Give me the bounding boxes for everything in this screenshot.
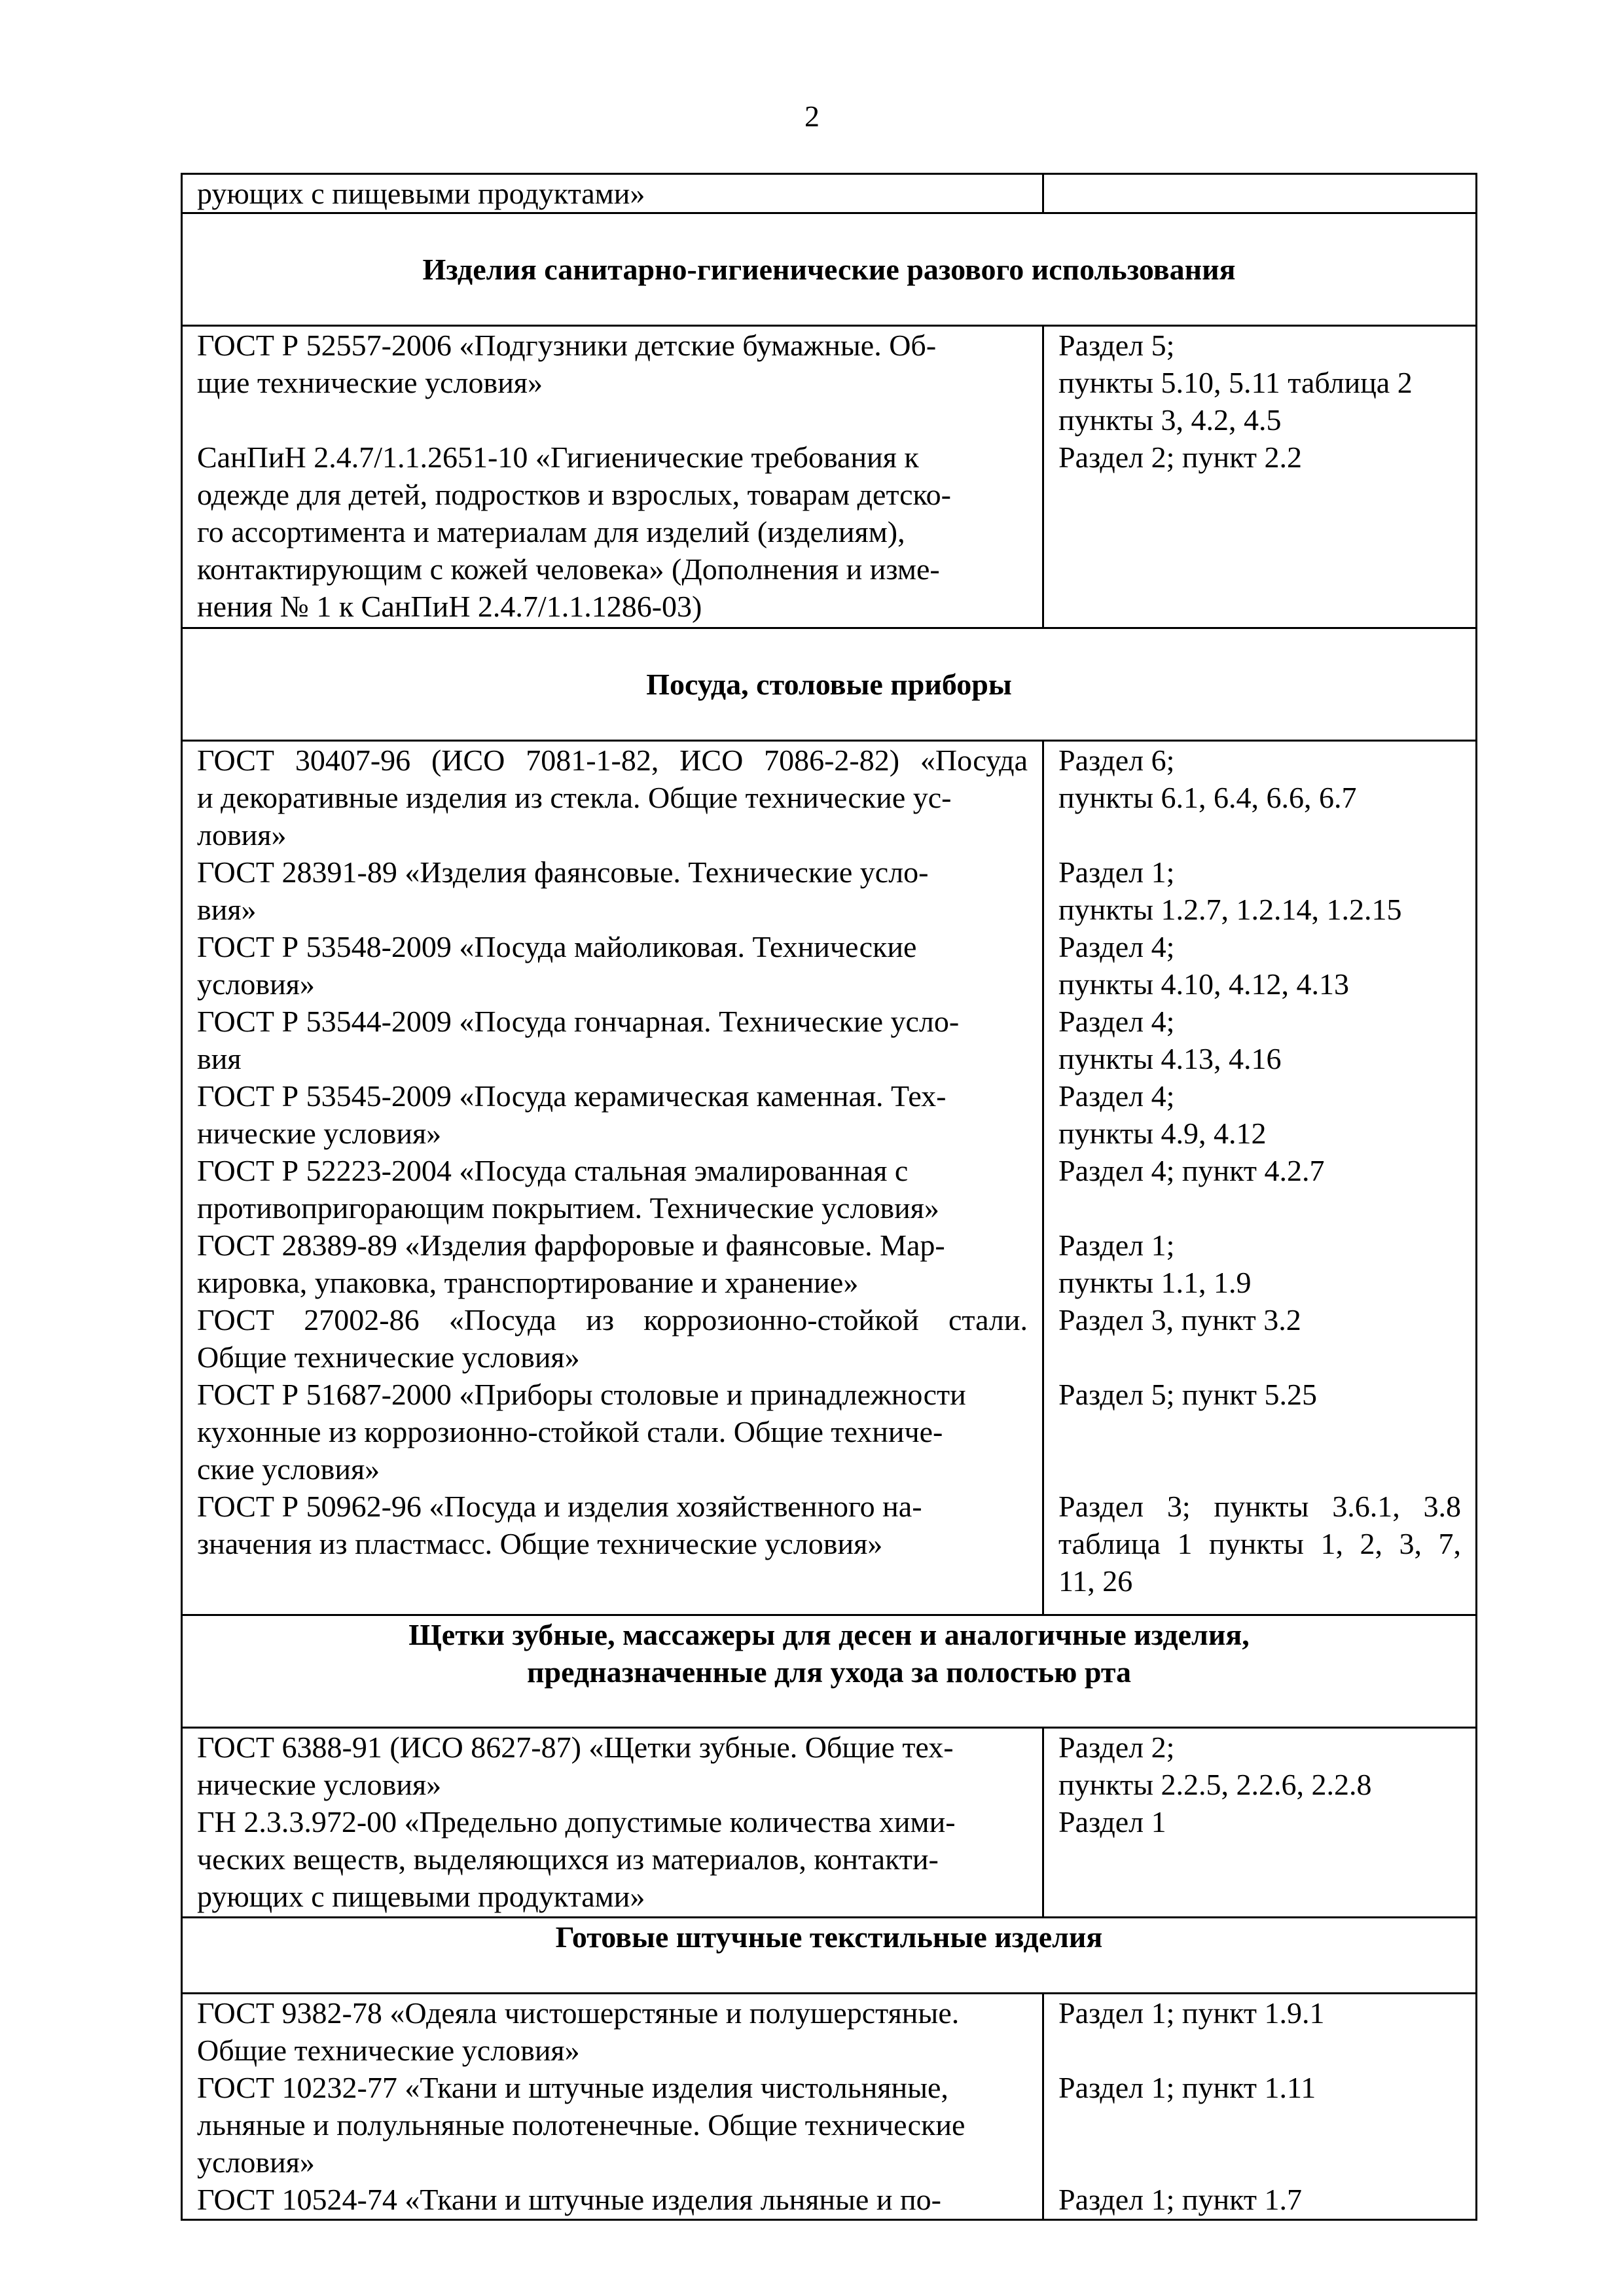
standard-line: ГОСТ 30407-96 (ИСО 7081-1-82, ИСО 7086-2-82) «Посуда (197, 744, 1028, 777)
section-title-line: Изделия санитарно-гигиенические разового использования (422, 253, 1236, 286)
clause-line: Раздел 4; (1058, 1079, 1175, 1113)
table-row (182, 326, 1477, 628)
standard-line: вия» (197, 893, 257, 926)
clause-line: Раздел 5; пункт 5.25 (1058, 1378, 1317, 1411)
clause-line: Раздел 3, пункт 3.2 (1058, 1303, 1301, 1336)
clause-line: Раздел 1; (1058, 1229, 1175, 1262)
clause-line: таблица 1 пункты 1, 2, 3, 7, (1058, 1527, 1461, 1560)
section-title (182, 213, 1477, 326)
section-title-line: предназначенные для ухода за полостью рта (527, 1655, 1131, 1689)
clause-line: Раздел 1; пункт 1.7 (1058, 2183, 1302, 2216)
clause-line: пункты 5.10, 5.11 таблица 2 (1058, 366, 1413, 399)
table-row (182, 741, 1477, 1615)
blank-line (1058, 816, 1461, 853)
clause-line: пункты 2.2.5, 2.2.6, 2.2.8 (1058, 1768, 1372, 1801)
clauses-cell (1043, 326, 1477, 628)
standard-line: ские условия» (197, 1452, 380, 1486)
clause-line: Раздел 4; (1058, 1005, 1175, 1038)
clauses-cell (1043, 1728, 1477, 1918)
clause-line: пункты 4.13, 4.16 (1058, 1042, 1282, 1075)
blank-line (1058, 1338, 1461, 1376)
clause-line: Раздел 6; (1058, 744, 1175, 777)
standard-line: ГОСТ Р 51687-2000 «Приборы столовые и принадлежности (197, 1378, 966, 1411)
blank-line (1058, 2144, 1461, 2181)
standard-line: щие технические условия» (197, 366, 543, 399)
clause-line: Раздел 1; (1058, 855, 1175, 889)
table-row (182, 1994, 1477, 2220)
standard-line: нические условия» (197, 1768, 442, 1801)
standard-line: ГОСТ Р 53545-2009 «Посуда керамическая каменная. Тех- (197, 1079, 947, 1113)
section-header-row (182, 628, 1477, 741)
clause-line: Раздел 2; пункт 2.2 (1058, 440, 1302, 474)
standard-line: нения № 1 к СанПиН 2.4.7/1.1.1286-03) (197, 590, 702, 623)
standard-line: ГОСТ 10232-77 «Ткани и штучные изделия чистольняные, (197, 2071, 948, 2104)
clause-line: Раздел 4; пункт 4.2.7 (1058, 1154, 1325, 1187)
clause-line: Раздел 3; пункты 3.6.1, 3.8 (1058, 1490, 1461, 1523)
standard-line: кировка, упаковка, транспортирование и хранение» (197, 1266, 859, 1299)
clause-line: пункты 6.1, 6.4, 6.6, 6.7 (1058, 781, 1357, 814)
clause-line: Раздел 1 (1058, 1805, 1166, 1839)
standard-line: ГОСТ 6388-91 (ИСО 8627-87) «Щетки зубные. Общие тех- (197, 1731, 954, 1764)
standard-line: ГОСТ 28389-89 «Изделия фарфоровые и фаянсовые. Мар- (197, 1229, 945, 1262)
blank-line (1058, 2032, 1461, 2069)
standard-line: условия» (197, 2145, 315, 2179)
standard-line: го ассортимента и материалам для изделий (изделиям), (197, 515, 905, 548)
section-title (182, 628, 1477, 741)
blank-line (1058, 1413, 1461, 1450)
standard-line: СанПиН 2.4.7/1.1.2651-10 «Гигиенические требования к (197, 440, 919, 474)
clauses-cell (1043, 1994, 1477, 2220)
section-title-line: Посуда, столовые приборы (646, 668, 1012, 701)
section-header-row (182, 1918, 1477, 1994)
standard-line: ческих веществ, выделяющихся из материалов, контакти- (197, 1842, 939, 1876)
clause-line: пункты 4.10, 4.12, 4.13 (1058, 967, 1349, 1001)
clause-line: пункты 3, 4.2, 4.5 (1058, 403, 1282, 437)
standard-line: ГОСТ 28391-89 «Изделия фаянсовые. Технические усло- (197, 855, 929, 889)
standard-line: ГОСТ 27002-86 «Посуда из коррозионно-стойкой стали. (197, 1303, 1028, 1336)
standard-line: вия (197, 1042, 242, 1075)
standard-line: условия» (197, 967, 315, 1001)
standard-line: кухонные из коррозионно-стойкой стали. Общие техниче- (197, 1415, 943, 1448)
standard-line: ГОСТ Р 52223-2004 «Посуда стальная эмалированная с (197, 1154, 909, 1187)
standard-line: ГОСТ Р 50962-96 «Посуда и изделия хозяйственного на- (197, 1490, 922, 1523)
section-title-line: Готовые штучные текстильные изделия (555, 1920, 1103, 1954)
standards-cell (182, 326, 1043, 628)
standard-line: Общие технические условия» (197, 1340, 580, 1374)
clause-line: Раздел 1; пункт 1.9.1 (1058, 1996, 1325, 2030)
standard-line: одежде для детей, подростков и взрослых, товарам детско- (197, 478, 951, 511)
table-row (182, 1728, 1477, 1918)
section-header-row (182, 1615, 1477, 1728)
clause-line: Раздел 5; (1058, 329, 1175, 362)
standard-line: контактирующим с кожей человека» (Дополнения и изме- (197, 552, 940, 586)
section-title (182, 1615, 1477, 1728)
clauses-cell (1043, 741, 1477, 1615)
standards-table (181, 173, 1477, 2221)
page-number: 2 (804, 99, 820, 133)
blank-line (1058, 1189, 1461, 1227)
standard-line: рующих с пищевыми продуктами» (197, 1880, 645, 1913)
blank-line (1058, 1450, 1461, 1488)
table-row (182, 174, 1477, 213)
section-header-row (182, 213, 1477, 326)
standards-cell (182, 741, 1043, 1615)
standards-cell (182, 1728, 1043, 1918)
blank-line (197, 401, 1028, 439)
standard-line: ГОСТ 9382-78 «Одеяла чистошерстяные и полушерстяные. (197, 1996, 960, 2030)
clause-line: Раздел 4; (1058, 930, 1175, 963)
standard-line: значения из пластмасс. Общие технические условия» (197, 1527, 883, 1560)
standard-line: ловия» (197, 818, 287, 852)
standard-line: рующих с пищевыми продуктами» (197, 177, 645, 210)
standard-line: ГОСТ 10524-74 «Ткани и штучные изделия льняные и по- (197, 2183, 941, 2216)
clause-line: пункты 4.9, 4.12 (1058, 1117, 1267, 1150)
standard-line: ГН 2.3.3.972-00 «Предельно допустимые количества хими- (197, 1805, 956, 1839)
clause-line: пункты 1.1, 1.9 (1058, 1266, 1252, 1299)
standard-line: и декоративные изделия из стекла. Общие технические ус- (197, 781, 952, 814)
standard-line: льняные и полульняные полотенечные. Общие технические (197, 2108, 965, 2142)
standard-line: Общие технические условия» (197, 2034, 580, 2067)
clauses-cell (1043, 174, 1477, 213)
blank-line (1058, 2106, 1461, 2144)
section-title-line: Щетки зубные, массажеры для десен и аналогичные изделия, (408, 1618, 1250, 1651)
standards-cell (182, 174, 1043, 213)
standard-line: ГОСТ Р 52557-2006 «Подгузники детские бумажные. Об- (197, 329, 937, 362)
clause-line: 11, 26 (1058, 1564, 1133, 1598)
standard-line: ГОСТ Р 53548-2009 «Посуда майоликовая. Технические (197, 930, 917, 963)
clause-line: Раздел 1; пункт 1.11 (1058, 2071, 1316, 2104)
standard-line: нические условия» (197, 1117, 442, 1150)
clause-line: пункты 1.2.7, 1.2.14, 1.2.15 (1058, 893, 1402, 926)
standards-cell (182, 1994, 1043, 2220)
section-title (182, 1918, 1477, 1994)
clause-line: Раздел 2; (1058, 1731, 1175, 1764)
standard-line: противопригорающим покрытием. Технические условия» (197, 1191, 939, 1225)
standard-line: ГОСТ Р 53544-2009 «Посуда гончарная. Технические усло- (197, 1005, 960, 1038)
